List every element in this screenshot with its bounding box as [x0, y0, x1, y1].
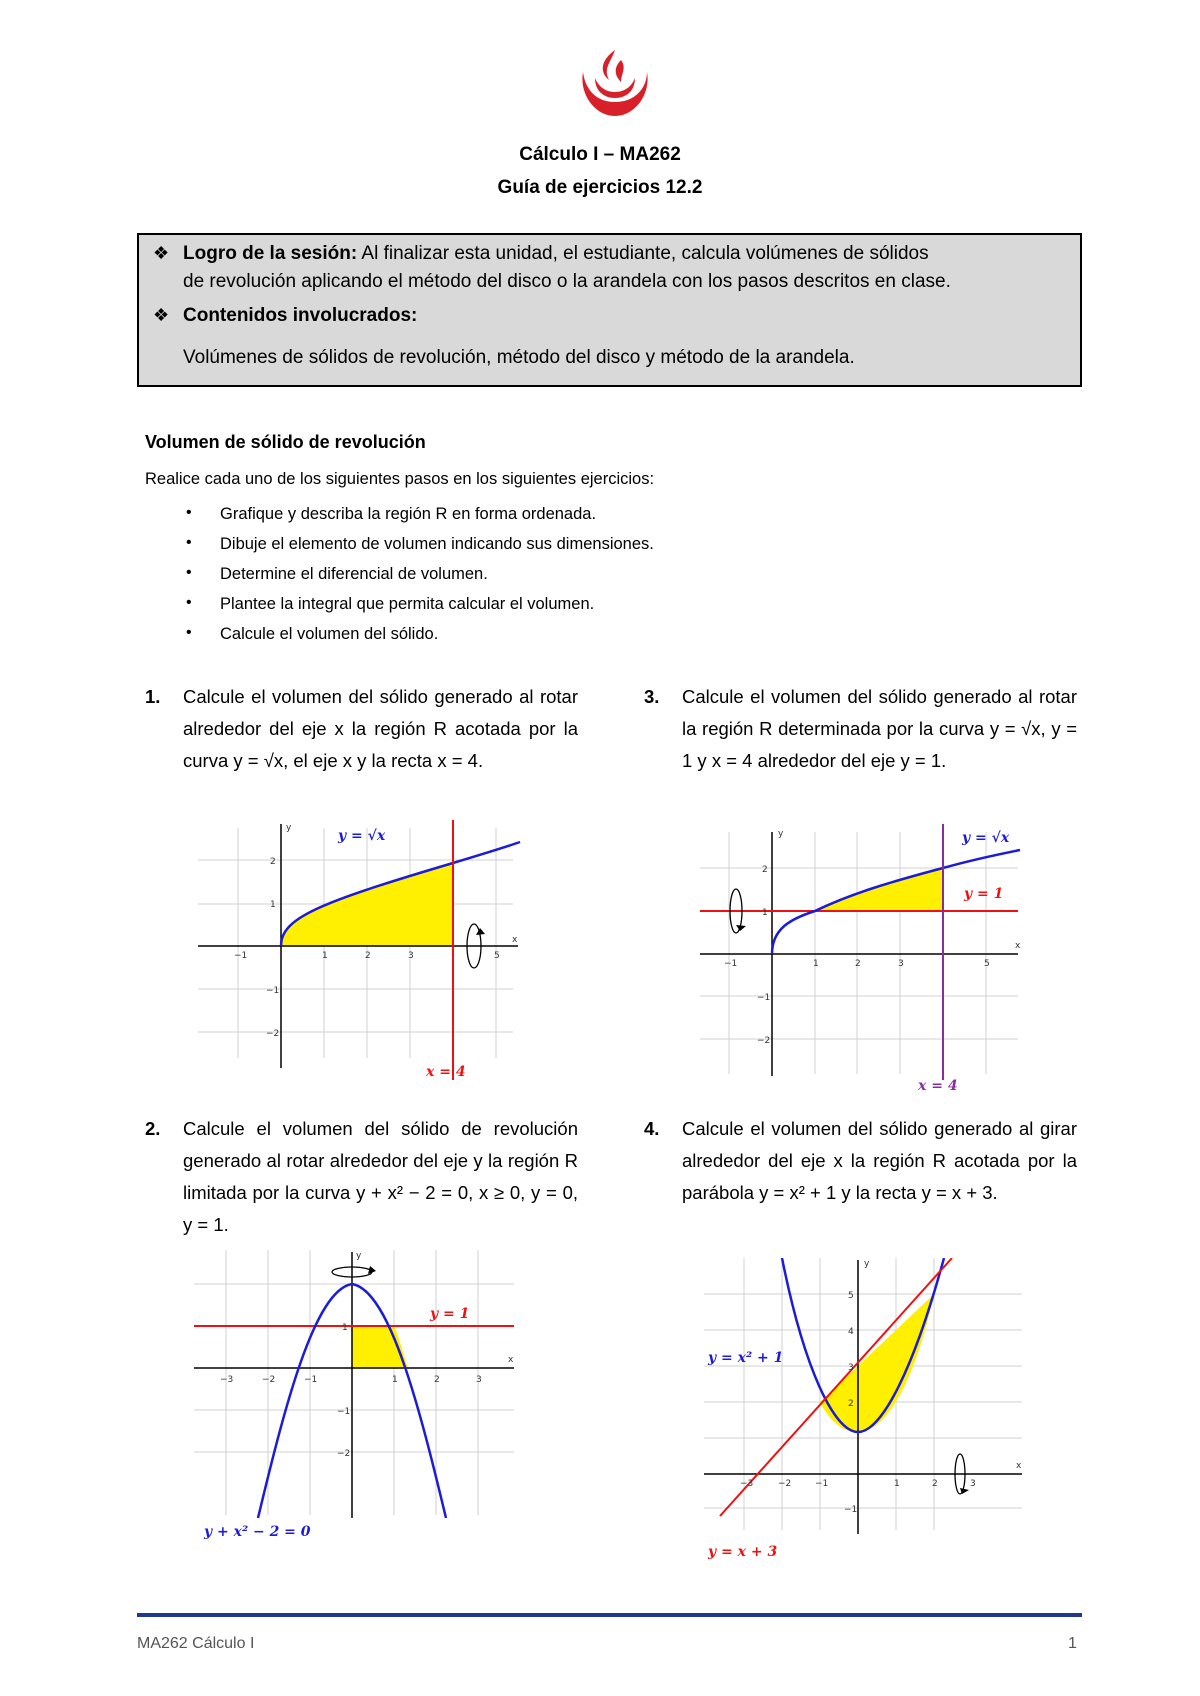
exercise-number: 2.	[145, 1118, 161, 1139]
exercise-text: Calcule el volumen del sólido generado al girar alrededor del eje x la región R acotada por la parábola y = x² + 1 y la recta y = x + 3.	[682, 1118, 1077, 1203]
graph-label: y = x + 3	[708, 1544, 778, 1560]
exercise-text: Calcule el volumen del sólido generado al rotar la región R determinada por la curva y = √x, y = 1 y x = 4 alrededor del eje y = 1.	[682, 686, 1077, 771]
svg-text:2: 2	[855, 959, 861, 969]
page-number: 1	[1068, 1635, 1077, 1652]
document-subtitle: Guía de ejercicios 12.2	[497, 177, 703, 198]
svg-text:−1: −1	[757, 993, 771, 1003]
graph-label: y = √x	[962, 830, 1010, 846]
svg-text:3: 3	[848, 1363, 854, 1373]
step-item: • Determine el diferencial de volumen.	[220, 565, 488, 584]
exercise-1	[145, 681, 578, 777]
svg-text:5: 5	[494, 951, 500, 961]
footer-divider	[137, 1613, 1082, 1617]
svg-text:−3: −3	[220, 1375, 234, 1385]
document-title: Cálculo I – MA262	[519, 144, 681, 165]
svg-text:3: 3	[408, 951, 414, 961]
logro-label: Logro de la sesión:	[183, 243, 358, 264]
svg-text:y: y	[286, 823, 292, 833]
svg-text:x: x	[1015, 941, 1021, 951]
svg-text:y: y	[864, 1259, 870, 1269]
svg-text:1: 1	[322, 951, 328, 961]
graph-label: y = 1	[430, 1306, 470, 1322]
graph-exercise-3	[700, 824, 1030, 1090]
svg-text:−2: −2	[757, 1036, 771, 1046]
svg-text:2: 2	[932, 1479, 938, 1489]
diamond-bullet-icon: ❖	[153, 243, 170, 263]
graph-label: x = 4	[918, 1078, 958, 1090]
graph-label: y = √x	[338, 828, 386, 844]
svg-text:1: 1	[392, 1375, 398, 1385]
svg-text:−1: −1	[304, 1375, 318, 1385]
step-item: • Dibuje el elemento de volumen indicando sus dimensiones.	[220, 535, 654, 554]
svg-text:1: 1	[894, 1479, 900, 1489]
footer-course: MA262 Cálculo I	[137, 1635, 255, 1652]
diamond-bullet-icon: ❖	[153, 305, 170, 325]
svg-text:−1: −1	[844, 1505, 858, 1515]
graph-label: y + x² − 2 = 0	[204, 1524, 311, 1540]
svg-text:5: 5	[984, 959, 990, 969]
exercise-number: 1.	[145, 686, 161, 707]
logro-line	[183, 243, 929, 265]
svg-text:3: 3	[898, 959, 904, 969]
graph-label: y = 1	[964, 886, 1004, 902]
contenidos-text: Volúmenes de sólidos de revolución, método del disco y método de la arandela.	[183, 347, 855, 368]
graph-label: x = 4	[426, 1064, 466, 1080]
upc-logo	[577, 46, 653, 118]
svg-text:1: 1	[762, 908, 768, 918]
section-intro: Realice cada uno de los siguientes pasos en los siguientes ejercicios:	[145, 470, 655, 488]
exercise-text: Calcule el volumen del sólido de revolución generado al rotar alrededor del eje y la región R limitada por la curva y + x² − 2 = 0, x ≥ 0, y = 0, y = 1.	[183, 1118, 578, 1235]
svg-text:−2: −2	[266, 1029, 280, 1039]
objectives-box	[137, 233, 1082, 387]
graph-label: y = x² + 1	[708, 1350, 784, 1366]
svg-text:−1: −1	[815, 1479, 829, 1489]
svg-text:−1: −1	[234, 951, 248, 961]
svg-text:−1: −1	[724, 959, 738, 969]
exercise-text: Calcule el volumen del sólido generado al rotar alrededor del eje x la región R acotada por la curva y = √x, el eje x y la recta x = 4.	[183, 686, 578, 771]
logro-text: Al finalizar esta unidad, el estudiante, calcula volúmenes de sólidos	[357, 243, 929, 264]
logro-line-2: de revolución aplicando el método del disco o la arandela con los pasos descritos en clase.	[183, 271, 951, 292]
svg-text:x: x	[508, 1355, 514, 1365]
svg-text:−2: −2	[337, 1449, 351, 1459]
line-y-x3	[720, 1258, 952, 1516]
svg-text:y: y	[356, 1251, 362, 1261]
exercise-number: 4.	[644, 1118, 660, 1139]
graph-exercise-4	[704, 1258, 1032, 1560]
svg-text:x: x	[512, 935, 518, 945]
svg-text:3: 3	[970, 1479, 976, 1489]
section-title: Volumen de sólido de revolución	[145, 432, 426, 452]
contenidos-label: Contenidos involucrados:	[183, 305, 418, 326]
exercise-4	[644, 1113, 1077, 1209]
svg-text:2: 2	[848, 1399, 854, 1409]
svg-text:−2: −2	[778, 1479, 792, 1489]
step-item: • Calcule el volumen del sólido.	[220, 625, 438, 644]
graph-exercise-2	[194, 1250, 524, 1540]
rotation-arrow-icon	[332, 1266, 376, 1277]
svg-text:−1: −1	[266, 986, 280, 996]
graph-exercise-1	[198, 818, 523, 1080]
svg-text:1: 1	[813, 959, 819, 969]
region-r	[820, 1294, 934, 1432]
svg-text:2: 2	[270, 857, 276, 867]
svg-text:2: 2	[762, 865, 768, 875]
exercise-3	[644, 681, 1077, 777]
svg-text:1: 1	[270, 900, 276, 910]
svg-text:−3: −3	[740, 1479, 754, 1489]
svg-text:2: 2	[434, 1375, 440, 1385]
exercise-2	[145, 1113, 578, 1241]
svg-text:5: 5	[848, 1291, 854, 1301]
svg-text:1: 1	[342, 1323, 348, 1333]
svg-text:−1: −1	[337, 1407, 351, 1417]
step-item: • Plantee la integral que permita calcular el volumen.	[220, 595, 594, 614]
svg-text:2: 2	[365, 951, 371, 961]
exercise-number: 3.	[644, 686, 660, 707]
svg-text:3: 3	[476, 1375, 482, 1385]
svg-text:x: x	[1016, 1461, 1022, 1471]
step-item: • Grafique y describa la región R en forma ordenada.	[220, 505, 596, 524]
svg-text:4: 4	[848, 1327, 854, 1337]
svg-text:y: y	[778, 829, 784, 839]
svg-text:−2: −2	[262, 1375, 276, 1385]
